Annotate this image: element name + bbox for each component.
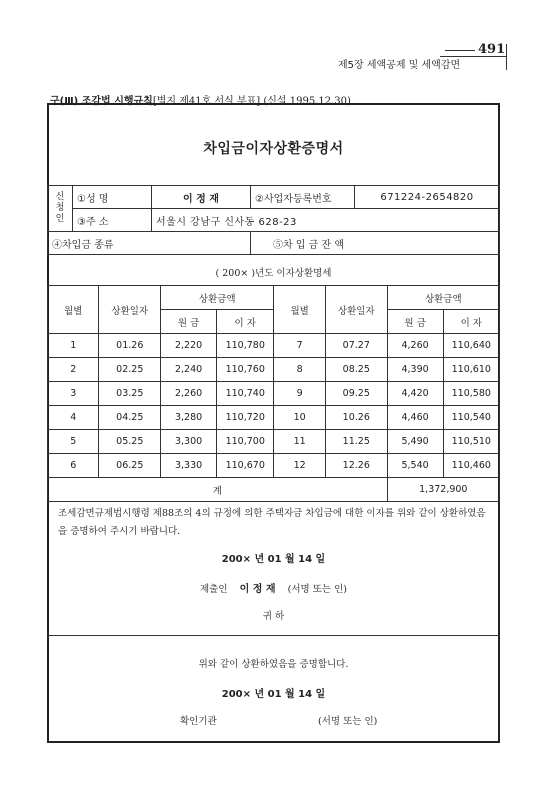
col-month-right: 월별	[274, 286, 326, 334]
bizno-value: 671224-2654820	[355, 186, 500, 209]
cell-interest: 110,700	[217, 430, 274, 454]
col-principal-right: 원 금	[387, 310, 443, 334]
year-line: ( 200× )년도 이자상환명세	[47, 262, 500, 286]
applicant-table	[47, 185, 500, 255]
cell-date: 12.26	[325, 454, 387, 478]
cell-date: 11.25	[325, 430, 387, 454]
total-value: 1,372,900	[387, 478, 499, 502]
name-label: ①성 명	[73, 186, 152, 209]
cell-interest: 110,760	[217, 358, 274, 382]
col-date-left: 상환일자	[99, 286, 161, 334]
caption-rest: [별지 제41호 서식 부표] (신설 1995.12.30)	[152, 96, 351, 107]
cell-principal: 4,420	[387, 382, 443, 406]
cell-month: 5	[48, 430, 99, 454]
loan-balance-label: ⑤차 입 금 잔 액	[251, 232, 500, 255]
cell-month: 9	[274, 382, 326, 406]
cell-month: 10	[274, 406, 326, 430]
chapter-title: 제5장 세액공제 및 세액감면	[338, 60, 461, 71]
cell-interest: 110,670	[217, 454, 274, 478]
col-amount-right: 상환금액	[387, 286, 499, 310]
cell-date: 06.25	[99, 454, 161, 478]
institution-label: 확인기관	[180, 716, 217, 727]
cell-interest: 110,610	[443, 358, 499, 382]
cell-interest: 110,780	[217, 334, 274, 358]
payment-row	[48, 358, 500, 382]
loan-type-label: ④차입금 종류	[48, 232, 251, 255]
header-vertical-rule	[506, 44, 507, 70]
bizno-label: ②사업자등록번호	[251, 186, 355, 209]
applicant-label: 신 청 인	[48, 186, 73, 232]
cell-date: 10.26	[325, 406, 387, 430]
submitter-label: 제출인	[199, 584, 228, 595]
recipient-text: 귀 하	[262, 611, 285, 622]
col-amount-left: 상환금액	[161, 286, 274, 310]
payment-row	[48, 406, 500, 430]
cell-date: 02.25	[99, 358, 161, 382]
cell-date: 09.25	[325, 382, 387, 406]
cell-interest: 110,640	[443, 334, 499, 358]
cell-principal: 4,390	[387, 358, 443, 382]
form-title: 차입금이자상환증명서	[203, 141, 344, 157]
cell-interest: 110,720	[217, 406, 274, 430]
cell-date: 03.25	[99, 382, 161, 406]
address-label: ③주 소	[73, 209, 152, 232]
name-value: 이 정 재	[152, 186, 251, 209]
cell-principal: 2,220	[161, 334, 217, 358]
total-label: 계	[48, 478, 388, 502]
cell-month: 11	[274, 430, 326, 454]
col-interest-right: 이 자	[443, 310, 499, 334]
confirm-text: 위와 같이 상환하였음을 증명합니다.	[198, 659, 349, 670]
cell-date: 01.26	[99, 334, 161, 358]
cell-month: 4	[48, 406, 99, 430]
caption-prefix: 구(Ⅲ) 조감법 시행규칙	[50, 96, 153, 107]
section-divider	[47, 635, 500, 636]
cell-principal: 3,280	[161, 406, 217, 430]
cell-month: 2	[48, 358, 99, 382]
col-month-left: 월별	[48, 286, 99, 334]
payment-row	[48, 334, 500, 358]
cell-month: 6	[48, 454, 99, 478]
header-rule	[445, 50, 475, 51]
cell-principal: 2,240	[161, 358, 217, 382]
address-value: 서울시 강남구 신사동 628-23	[152, 209, 500, 232]
request-date: 200× 년 01 월 14 일	[221, 554, 326, 565]
payment-row	[48, 454, 500, 478]
submitter-line	[47, 580, 500, 595]
statement-text: 조세감면규제법시행령 제88조의 4의 규정에 의한 주택자금 차입금에 대한 이자를 위와 같이 상환하였음을 증명하여 주시기 바랍니다.	[58, 508, 486, 537]
cell-interest: 110,460	[443, 454, 499, 478]
cell-month: 1	[48, 334, 99, 358]
cell-principal: 4,260	[387, 334, 443, 358]
cell-month: 12	[274, 454, 326, 478]
institution-sign-note: (서명 또는 인)	[318, 716, 378, 727]
cell-principal: 3,330	[161, 454, 217, 478]
cell-principal: 3,300	[161, 430, 217, 454]
submitter-name: 이 정 재	[239, 584, 276, 595]
cell-month: 8	[274, 358, 326, 382]
cell-principal: 5,540	[387, 454, 443, 478]
col-principal-left: 원 금	[161, 310, 217, 334]
cell-interest: 110,580	[443, 382, 499, 406]
submitter-sign-note: (서명 또는 인)	[287, 584, 347, 595]
cell-date: 08.25	[325, 358, 387, 382]
cell-interest: 110,540	[443, 406, 499, 430]
col-date-right: 상환일자	[325, 286, 387, 334]
payment-row	[48, 382, 500, 406]
page-number: 491	[478, 42, 506, 57]
cell-date: 07.27	[325, 334, 387, 358]
col-interest-left: 이 자	[217, 310, 274, 334]
cell-month: 7	[274, 334, 326, 358]
cell-principal: 5,490	[387, 430, 443, 454]
confirm-date: 200× 년 01 월 14 일	[221, 689, 326, 700]
cell-interest: 110,740	[217, 382, 274, 406]
cell-interest: 110,510	[443, 430, 499, 454]
cell-month: 3	[48, 382, 99, 406]
payment-row	[48, 430, 500, 454]
cell-principal: 4,460	[387, 406, 443, 430]
cell-principal: 2,260	[161, 382, 217, 406]
cell-date: 04.25	[99, 406, 161, 430]
cell-date: 05.25	[99, 430, 161, 454]
payment-table	[47, 285, 500, 502]
